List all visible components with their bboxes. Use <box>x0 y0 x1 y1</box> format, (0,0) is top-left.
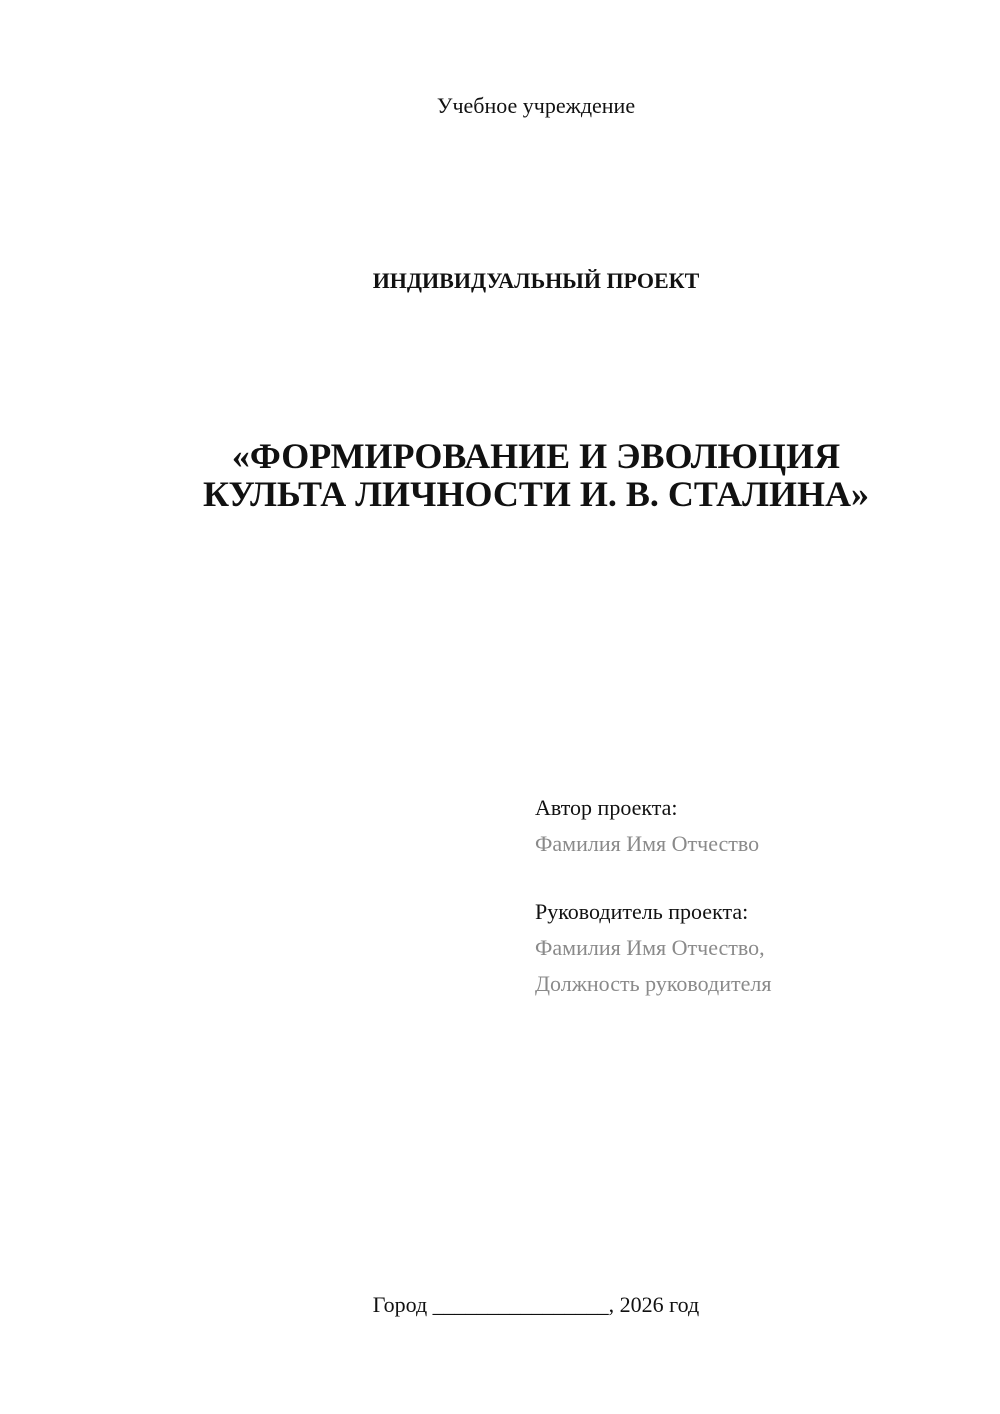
project-title-line-2: КУЛЬТА ЛИЧНОСТИ И. В. СТАЛИНА» <box>203 474 869 514</box>
institution-name: Учебное учреждение <box>436 93 636 118</box>
supervisor-name: Фамилия Имя Отчество, <box>535 935 765 960</box>
supervisor-position: Должность руководителя <box>535 971 772 996</box>
project-title-line-1: «ФОРМИРОВАНИЕ И ЭВОЛЮЦИЯ <box>231 436 841 476</box>
block-spacer <box>535 862 965 894</box>
project-title <box>0 437 1000 513</box>
city-year-line: Город ________________, 2026 год <box>372 1292 700 1317</box>
author-name: Фамилия Имя Отчество <box>535 831 760 856</box>
author-info-block <box>535 790 965 1002</box>
supervisor-label: Руководитель проекта: <box>535 899 749 924</box>
document-type: ИНДИВИДУАЛЬНЫЙ ПРОЕКТ <box>372 268 700 293</box>
author-label: Автор проекта: <box>535 795 678 820</box>
